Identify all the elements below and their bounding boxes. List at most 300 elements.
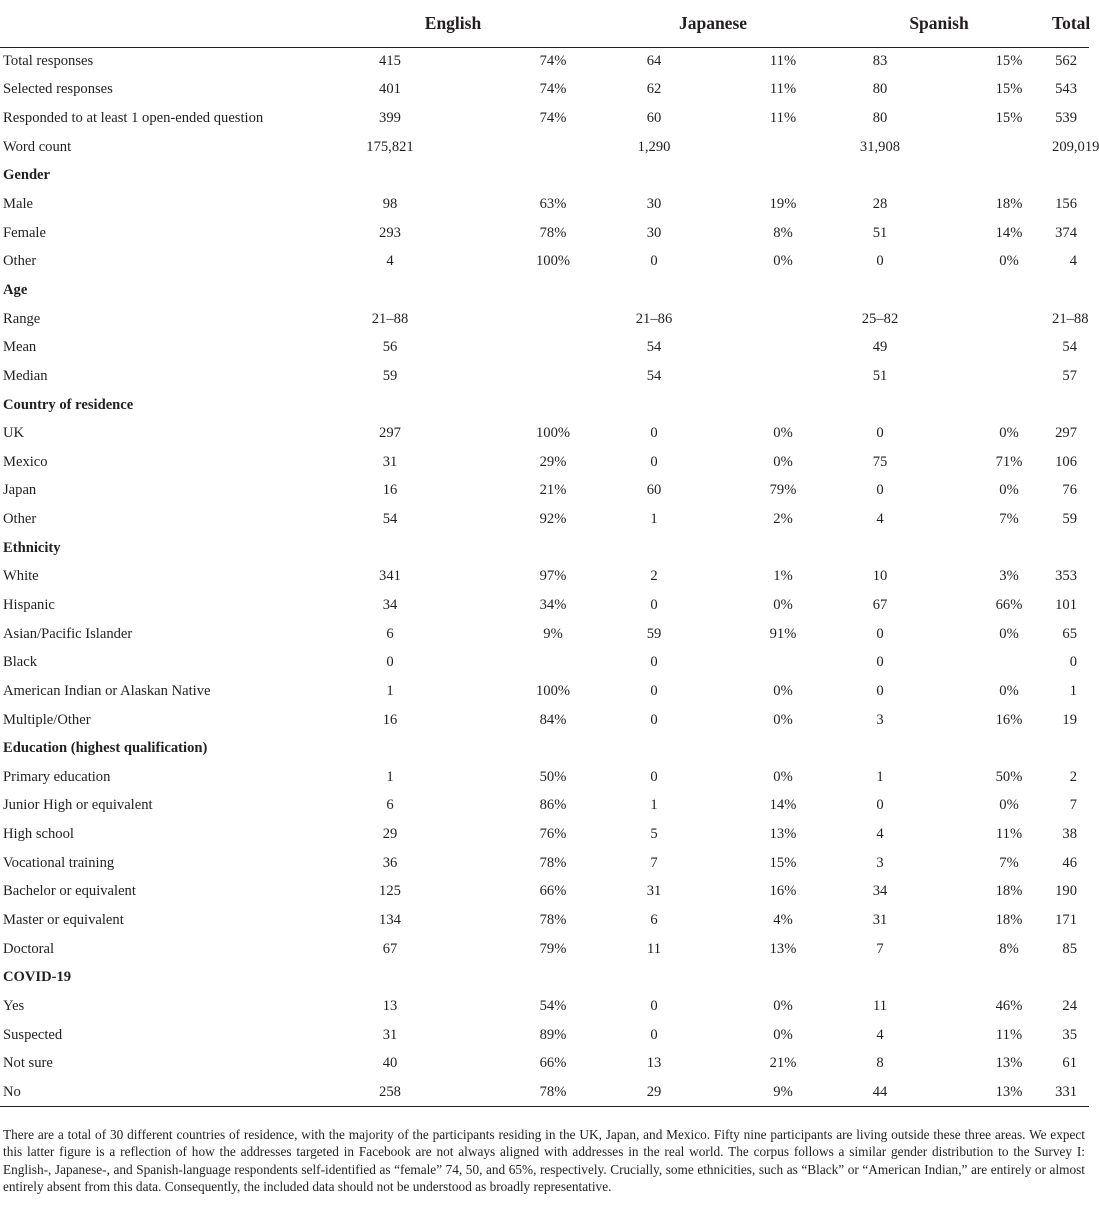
spanish-count: 10 [872,568,888,585]
english-percent [466,534,600,563]
spanish-percent: 7% [999,511,1019,528]
english-percent: 78% [539,224,567,241]
japanese-percent: 4% [773,912,793,929]
row-label: Selected responses [3,81,113,98]
japanese-percent [700,333,826,362]
total-count: 54 [1062,339,1078,356]
spanish-count [826,391,926,420]
english-percent [466,362,600,391]
spanish-count: 83 [872,53,888,70]
japanese-percent [700,534,826,563]
row-label: Suspected [3,1026,63,1043]
spanish-count: 1 [876,768,884,785]
spanish-count: 34 [872,883,888,900]
spanish-count: 3 [876,854,884,871]
table-row [0,878,1089,907]
spanish-percent: 66% [995,596,1023,613]
japanese-count: 29 [600,1078,700,1107]
row-label: Junior High or equivalent [3,797,153,814]
english-count: 134 [379,912,401,929]
total-count: 24 [1062,997,1078,1014]
japanese-count: 62 [646,81,662,98]
english-count [306,534,466,563]
japanese-percent: 11% [769,53,797,70]
japanese-percent [700,964,826,993]
total-count: 1 [1069,682,1078,699]
english-percent: 89% [539,1026,567,1043]
spanish-percent [926,534,1052,563]
english-percent: 97% [539,568,567,585]
total-count: 331 [1052,1078,1089,1107]
table-row [0,362,1089,391]
table-row [0,419,1089,448]
row-label: Total responses [3,53,94,70]
japanese-percent [700,734,826,763]
spanish-count: 25–82 [861,310,899,327]
english-percent: 100% [535,682,571,699]
english-count: 399 [379,110,401,127]
table-row [0,104,1089,133]
row-label: Other [3,253,37,270]
row-label: Doctoral [3,940,55,957]
row-label: Range [3,310,41,327]
total-count: 7 [1069,797,1078,814]
total-count: 2 [1069,768,1078,785]
total-count: 38 [1062,826,1078,843]
row-label: Other [3,511,37,528]
table-row [0,1078,1089,1107]
english-count: 13 [382,997,398,1014]
table-row [0,935,1089,964]
japanese-percent: 16% [769,883,797,900]
spanish-count [826,734,926,763]
japanese-percent: 19% [769,196,797,213]
japanese-percent [700,305,826,334]
header-japanese: Japanese [600,0,826,47]
japanese-percent: 13% [769,826,797,843]
spanish-percent: 8% [999,940,1019,957]
header-english: English [306,0,600,47]
total-count: 374 [1055,224,1078,241]
english-count: 341 [379,568,401,585]
japanese-percent: 0% [773,711,793,728]
spanish-percent [926,133,1052,162]
table-row [0,591,1089,620]
english-count: 59 [382,367,398,384]
japanese-count: 0 [650,1026,658,1043]
english-percent: 76% [539,826,567,843]
table-row [0,1021,1089,1050]
header-label-column [0,0,306,47]
table-row [0,992,1089,1021]
spanish-count: 31,908 [859,138,901,155]
spanish-percent: 7% [999,854,1019,871]
total-count: 171 [1055,912,1078,929]
spanish-count [826,276,926,305]
spanish-count: 0 [876,253,884,270]
spanish-count [826,162,926,191]
english-percent: 50% [539,768,567,785]
japanese-percent [700,362,826,391]
spanish-percent [926,964,1052,993]
spanish-percent: 50% [995,768,1023,785]
total-count [1052,734,1089,763]
table-row [0,820,1089,849]
header-spanish: Spanish [826,0,1052,47]
row-label: Primary education [3,768,111,785]
row-label: Mexico [3,453,48,470]
japanese-count: 1,290 [637,138,671,155]
spanish-count: 8 [876,1055,884,1072]
total-count [1052,964,1089,993]
spanish-count: 4 [876,511,884,528]
japanese-count: 0 [650,654,658,671]
row-label: Responded to at least 1 open-ended question [3,110,264,127]
spanish-percent: 0% [999,797,1019,814]
english-count: 258 [306,1078,466,1107]
section-header-row [0,162,1089,191]
japanese-count [600,276,700,305]
japanese-count: 60 [646,482,662,499]
spanish-percent: 71% [995,453,1023,470]
japanese-percent: 0% [773,253,793,270]
japanese-percent: 0% [773,425,793,442]
spanish-count: 31 [872,912,888,929]
japanese-count: 31 [646,883,662,900]
table-row [0,47,1089,76]
table-row [0,677,1089,706]
row-label: Mean [3,339,37,356]
total-count: 539 [1055,110,1078,127]
japanese-percent: 21% [769,1055,797,1072]
spanish-percent [926,734,1052,763]
section-title: Ethnicity [3,539,61,556]
english-count: 40 [382,1055,398,1072]
japanese-count: 0 [650,997,658,1014]
japanese-count: 11 [646,940,662,957]
english-count: 293 [379,224,401,241]
english-count [306,734,466,763]
japanese-percent [700,648,826,677]
english-count: 125 [379,883,401,900]
table-row [0,620,1089,649]
table-row [0,648,1089,677]
japanese-count: 1 [650,511,658,528]
spanish-percent: 15% [995,110,1023,127]
total-count: 19 [1062,711,1078,728]
total-count [1052,162,1089,191]
row-label: Japan [3,482,37,499]
total-count: 0 [1069,654,1078,671]
table-row [0,448,1089,477]
total-count: 562 [1055,53,1078,70]
row-label: American Indian or Alaskan Native [3,682,211,699]
japanese-percent [700,276,826,305]
spanish-count: 67 [872,596,888,613]
row-label: No [0,1078,306,1107]
spanish-count: 4 [876,826,884,843]
spanish-percent: 16% [995,711,1023,728]
japanese-percent: 91% [769,625,797,642]
section-header-row [0,276,1089,305]
table-row [0,305,1089,334]
japanese-percent: 0% [773,768,793,785]
row-label: Yes [3,997,25,1014]
spanish-percent: 15% [995,81,1023,98]
spanish-percent: 11% [995,826,1023,843]
spanish-count: 4 [876,1026,884,1043]
japanese-count: 1 [650,797,658,814]
table-row [0,76,1089,105]
japanese-percent: 8% [773,224,793,241]
japanese-count: 64 [646,53,662,70]
japanese-count: 2 [650,568,658,585]
japanese-percent: 0% [773,1026,793,1043]
spanish-count: 0 [876,425,884,442]
row-label: Multiple/Other [3,711,91,728]
total-count [1052,276,1089,305]
english-count: 415 [379,53,401,70]
spanish-percent: 18% [995,883,1023,900]
table-row [0,849,1089,878]
english-percent: 66% [539,1055,567,1072]
section-title: Gender [3,167,51,184]
spanish-percent [926,162,1052,191]
english-count: 16 [382,482,398,499]
section-header-row [0,391,1089,420]
spanish-percent: 11% [995,1026,1023,1043]
total-count: 35 [1062,1026,1078,1043]
table-row [0,333,1089,362]
japanese-count [600,964,700,993]
english-count: 401 [379,81,401,98]
english-count [306,276,466,305]
table-body [0,47,1099,1107]
spanish-count: 80 [872,81,888,98]
total-count: 156 [1055,196,1078,213]
english-percent: 86% [539,797,567,814]
section-title: Age [3,281,28,298]
row-label: White [3,568,39,585]
total-count: 106 [1055,453,1078,470]
total-count: 297 [1055,425,1078,442]
english-count: 21–88 [371,310,409,327]
spanish-percent: 18% [995,196,1023,213]
japanese-percent [700,133,826,162]
japanese-percent: 2% [773,511,793,528]
row-label: Median [3,367,48,384]
total-count: 76 [1062,482,1078,499]
english-percent: 34% [539,596,567,613]
english-count: 4 [386,253,394,270]
english-count: 31 [382,453,398,470]
english-percent [466,734,600,763]
japanese-percent: 0% [773,997,793,1014]
table-row [0,1049,1089,1078]
japanese-count [600,734,700,763]
english-count [306,964,466,993]
japanese-percent: 1% [773,568,793,585]
spanish-percent [926,333,1052,362]
japanese-percent: 9% [700,1078,826,1107]
row-label: High school [3,826,74,843]
english-percent [466,276,600,305]
table-row [0,247,1089,276]
english-percent: 100% [535,425,571,442]
english-percent [466,333,600,362]
spanish-count [826,534,926,563]
spanish-percent: 14% [995,224,1023,241]
row-label: Bachelor or equivalent [3,883,136,900]
japanese-count [600,534,700,563]
japanese-percent: 0% [773,596,793,613]
spanish-percent: 0% [999,425,1019,442]
english-count: 6 [386,797,394,814]
english-percent: 29% [539,453,567,470]
english-percent: 66% [539,883,567,900]
section-header-row [0,964,1089,993]
japanese-percent: 13% [769,940,797,957]
english-percent: 84% [539,711,567,728]
english-count: 29 [382,826,398,843]
english-count: 1 [386,768,394,785]
japanese-count: 0 [650,453,658,470]
spanish-count: 11 [872,997,888,1014]
total-count: 4 [1069,253,1078,270]
total-count: 85 [1062,940,1078,957]
japanese-count [600,391,700,420]
spanish-percent: 13% [995,1055,1023,1072]
english-percent [466,162,600,191]
english-count: 67 [382,940,398,957]
english-percent [466,133,600,162]
japanese-count: 0 [650,596,658,613]
spanish-count: 0 [876,654,884,671]
japanese-count: 59 [646,625,662,642]
english-percent: 78% [539,854,567,871]
table-row [0,505,1089,534]
english-percent: 92% [539,511,567,528]
table-header [0,0,1089,47]
spanish-percent: 46% [995,997,1023,1014]
spanish-percent: 18% [995,912,1023,929]
spanish-percent: 0% [999,253,1019,270]
table-row [0,563,1089,592]
japanese-percent [700,162,826,191]
table-row [0,763,1089,792]
english-count: 175,821 [366,138,414,155]
spanish-count: 49 [872,339,888,356]
row-label: Master or equivalent [3,912,124,929]
row-label: Asian/Pacific Islander [3,625,133,642]
total-count: 61 [1062,1055,1078,1072]
total-count: 59 [1062,511,1078,528]
japanese-count: 30 [646,196,662,213]
english-percent: 79% [539,940,567,957]
english-percent: 9% [543,625,563,642]
table-row [0,190,1089,219]
english-count: 31 [382,1026,398,1043]
spanish-percent [926,276,1052,305]
spanish-percent: 0% [999,682,1019,699]
section-header-row [0,734,1089,763]
english-count: 54 [382,511,398,528]
english-percent: 74% [539,81,567,98]
row-label: Not sure [3,1055,53,1072]
section-title: COVID-19 [3,969,72,986]
spanish-count: 51 [872,367,888,384]
total-count: 101 [1055,596,1078,613]
japanese-count: 21–86 [635,310,673,327]
section-header-row [0,534,1089,563]
japanese-count: 60 [646,110,662,127]
spanish-count: 7 [876,940,884,957]
english-percent: 74% [539,53,567,70]
header-total: Total [1052,0,1089,47]
english-percent: 100% [535,253,571,270]
row-label: Hispanic [3,596,55,613]
japanese-percent: 79% [769,482,797,499]
japanese-count: 30 [646,224,662,241]
english-count: 6 [386,625,394,642]
spanish-percent: 15% [995,53,1023,70]
total-count: 209,019 [1052,138,1099,155]
table-row [0,219,1089,248]
spanish-percent: 13% [926,1078,1052,1107]
row-label: Female [3,224,46,241]
spanish-count: 0 [876,682,884,699]
table-row [0,706,1089,735]
japanese-count: 0 [650,253,658,270]
spanish-percent [926,391,1052,420]
english-count: 297 [379,425,401,442]
spanish-count: 80 [872,110,888,127]
total-count [1052,534,1089,563]
japanese-percent: 0% [773,453,793,470]
english-count: 16 [382,711,398,728]
row-label: Vocational training [3,854,115,871]
japanese-percent: 0% [773,682,793,699]
japanese-count: 7 [650,854,658,871]
english-count: 56 [382,339,398,356]
japanese-count: 0 [650,682,658,699]
table-row [0,477,1089,506]
table-row [0,133,1089,162]
spanish-count: 0 [876,797,884,814]
spanish-count: 44 [826,1078,926,1107]
english-percent [466,305,600,334]
english-percent: 21% [539,482,567,499]
english-percent: 78% [539,912,567,929]
spanish-count: 3 [876,711,884,728]
spanish-count: 0 [876,482,884,499]
total-count: 65 [1062,625,1078,642]
spanish-count [826,964,926,993]
total-count: 543 [1055,81,1078,98]
japanese-percent: 14% [769,797,797,814]
total-count: 46 [1062,854,1078,871]
row-label: Male [3,196,33,213]
row-label: Black [3,654,38,671]
english-count: 1 [386,682,394,699]
english-percent: 63% [539,196,567,213]
row-label: UK [3,425,25,442]
english-count: 34 [382,596,398,613]
english-percent: 74% [539,110,567,127]
english-count: 36 [382,854,398,871]
total-count: 353 [1055,568,1078,585]
english-count [306,391,466,420]
